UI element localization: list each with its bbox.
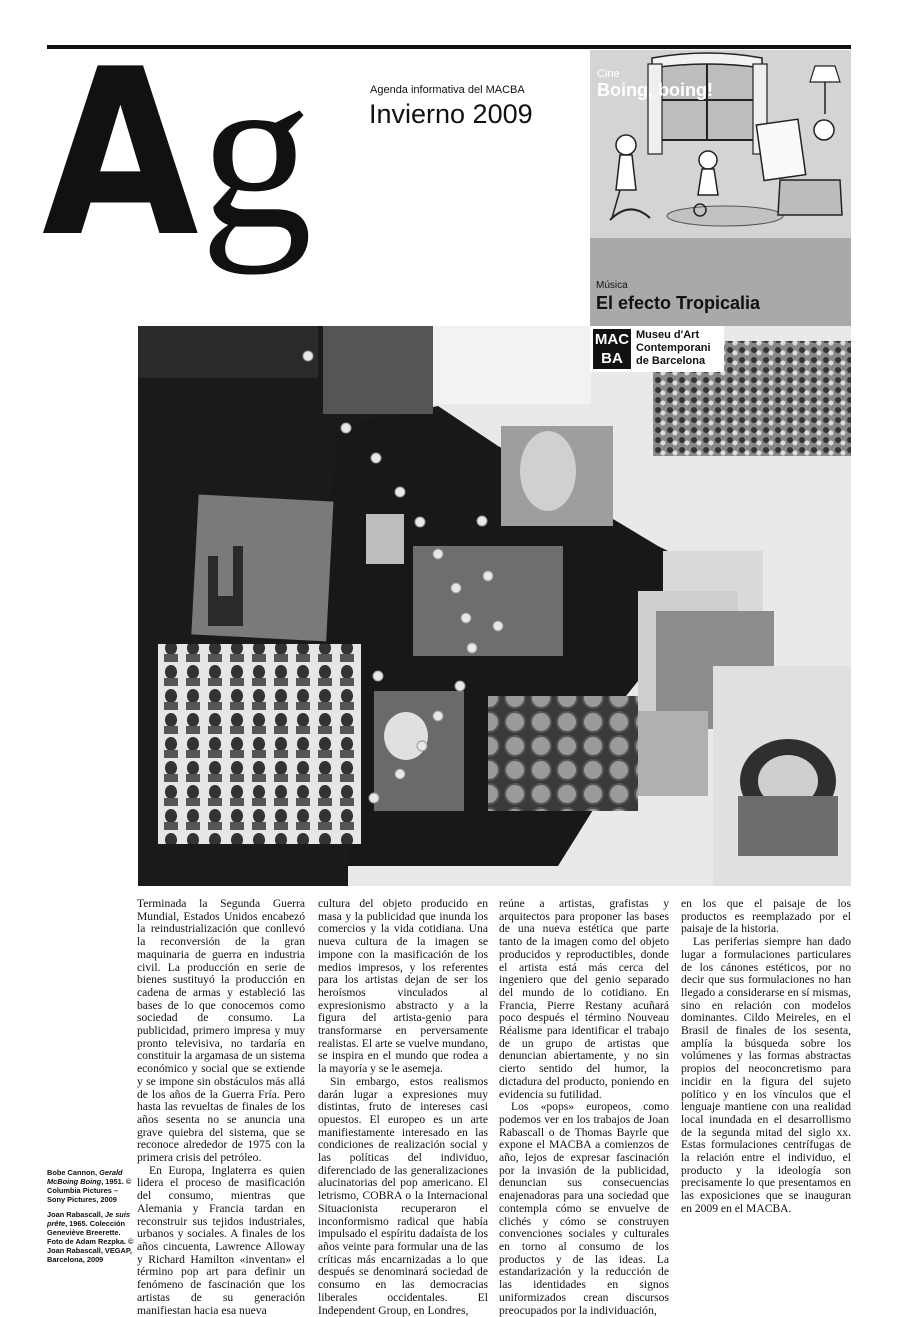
musica-section-label: Música bbox=[596, 280, 628, 291]
credit-cine-rights: , 1951. © Columbia Pictures – Sony Pictures, 2009 bbox=[47, 1177, 132, 1204]
article-column-3 bbox=[499, 898, 669, 1317]
article-paragraph: reúne a artistas, grafistas y arquitectos para proponer las bases de una nueva estética que parte tanto de la imagen como del objeto producidos y reproductibles, donde el artista está más cerca del ingeniero que del genio separado del mundo de lo cotidiano. En Francia, Pierre Restany acuñará poco después el término Nouveau Réalisme para identificar el trabajo de un grupo de artistas que denuncian abiertamente, y no sin cierto sentido del humor, la dictadura del producto, poniendo en evidencia su futilidad. bbox=[499, 897, 669, 1101]
article-column-4 bbox=[681, 898, 851, 1216]
masthead-logo-a: A bbox=[42, 21, 190, 288]
image-credits bbox=[47, 1168, 137, 1270]
article-paragraph: en los que el paisaje de los productos es reemplazado por el paisaje de la historia. bbox=[681, 897, 851, 936]
credit-cine-title: Gerald McBoing Boing bbox=[47, 1168, 123, 1186]
issue-season: Invierno 2009 bbox=[369, 99, 533, 129]
agenda-subtitle: Agenda informativa del MACBA bbox=[370, 84, 525, 96]
cine-teaser[interactable] bbox=[590, 50, 851, 238]
credit-cine-author: Bobe Cannon, bbox=[47, 1168, 100, 1177]
macba-mark bbox=[593, 329, 631, 369]
credit-collage-rights: , 1965. Colección Geneviève Breerette. Foto de Adam Rezpka. © Joan Rabascall, VEGAP, Barcelona, 2009 bbox=[47, 1219, 134, 1264]
macba-mark-top: MAC bbox=[594, 331, 630, 348]
credit-cine bbox=[47, 1168, 137, 1204]
article-paragraph: cultura del objeto producido en masa y la publicidad que inunda los comercios y la vida cotidiana. Una nueva cultura de la imagen se impone con la masificación de los medios impresos, y los referentes para los artistas dejan de ser los heroísmos vinculados al expresionismo abstracto y a la figura del artista-genio para transformarse en perversamente realistas. El arte se vuelve mundano, se inspira en el mundo que rodea a la mayoría y se le asemeja. bbox=[318, 897, 488, 1076]
article-paragraph: En Europa, Inglaterra es quien lidera el proceso de masificación del consumo, mientras que Alemania y Francia tardan en reconstruir sus tejidos industriales, urbanos y sociales. A finales de los años cincuenta, Lawrence Alloway y Richard Hamilton «inventan» el término pop art para definir un fenómeno de fascinación que los artistas de su generación manifiestan hacia esa nueva bbox=[137, 1163, 305, 1317]
macba-logo[interactable] bbox=[590, 326, 724, 372]
article-column-2 bbox=[318, 898, 488, 1317]
macba-mark-bottom: BA bbox=[601, 350, 623, 367]
macba-fullname: Museu d'Art Contemporani de Barcelona bbox=[636, 329, 711, 367]
article-paragraph: Terminada la Segunda Guerra Mundial, Estados Unidos encabezó la reindustrialización que conllevó la reconversión de la gran maquinaria de guerra en industria civil. La producción en serie de bienes sustituyó la producción en cadena de armas y estableció las bases de lo que conocemos como sociedad de consumo. La publicidad, primero impresa y muy pronto televisiva, no tardaría en constituir la argamasa de un sistema económico y social que se extiende y se impone sin obstáculos más allá de los años de la Guerra Fría. Pero hasta las revueltas de finales de los años sesenta no se anuncia una grave quiebra del sistema, que se reconoce alrededor de 1975 con la primera crisis del petróleo. bbox=[137, 897, 305, 1165]
collage-artwork bbox=[138, 326, 851, 886]
credit-collage-author: Joan Rabascall, bbox=[47, 1210, 105, 1219]
article-paragraph: Los «pops» europeos, como podemos ver en los trabajos de Joan Rabascall o de Thomas Bayrle que expone el MACBA a comienzos de año, lejos de expresar fascinación por la invasión de la publicidad, denuncian sus consecuencias enajenadoras para una sociedad que contempla cómo se envuelve de clichés y cómo se construyen convenciones sociales y culturales en torno al consumo de los productos y de las ideas. La estandarización y la reducción de las identidades en signos uniformizados crean discursos preocupados por la individuación, bbox=[499, 1100, 669, 1317]
musica-teaser[interactable] bbox=[590, 238, 851, 326]
cine-section-label: Cine bbox=[597, 68, 620, 80]
cine-title: Boing, boing! bbox=[597, 80, 713, 100]
article-paragraph: Sin embargo, estos realismos darán lugar a expresiones muy distintas, fruto de intereses casi opuestos. El europeo es un arte manifiestamente interesado en las condiciones de realización social y las políticas del individuo, diferenciado de las generalizaciones alucinatorias del pop americano. El letrismo, COBRA o la Internacional Situacionista recuperaron el inconformismo radical que había impulsado el espíritu dadaísta de los años veinte para formular una de las críticas más encarnizadas a lo que después se denominará sociedad de consumo en las democracias liberales occidentales. El Independent Group, en Londres, bbox=[318, 1074, 488, 1317]
masthead-logo-g: g bbox=[200, 25, 313, 275]
article-paragraph: Las periferias siempre han dado lugar a formulaciones particulares de los cánones estéticos, por no decir que sus formulaciones no han llegado a considerarse en sí mismas, sino en relación con modelos dominantes. Cildo Meireles, en el Brasil de finales de los sesenta, amplía la búsqueda sobre los volúmenes y las formas abstractas propios del neoconcretismo para incidir en la figura del sujeto político y en los vínculos que el lenguaje mantiene con una realidad local inundada en el desarrollismo de la segunda mitad del siglo xx. Estas formulaciones centrífugas de la relación entre el individuo, el producto y la ideología son precisamente lo que presentamos en las exposiciones que se inauguran en 2009 en el MACBA. bbox=[681, 935, 851, 1215]
credit-collage-title: Je suis prête bbox=[47, 1210, 130, 1228]
article-column-1 bbox=[137, 898, 305, 1317]
credit-collage bbox=[47, 1210, 137, 1264]
cartoon-illustration bbox=[590, 50, 851, 238]
collage-image bbox=[138, 326, 851, 886]
musica-title: El efecto Tropicalia bbox=[596, 293, 761, 313]
